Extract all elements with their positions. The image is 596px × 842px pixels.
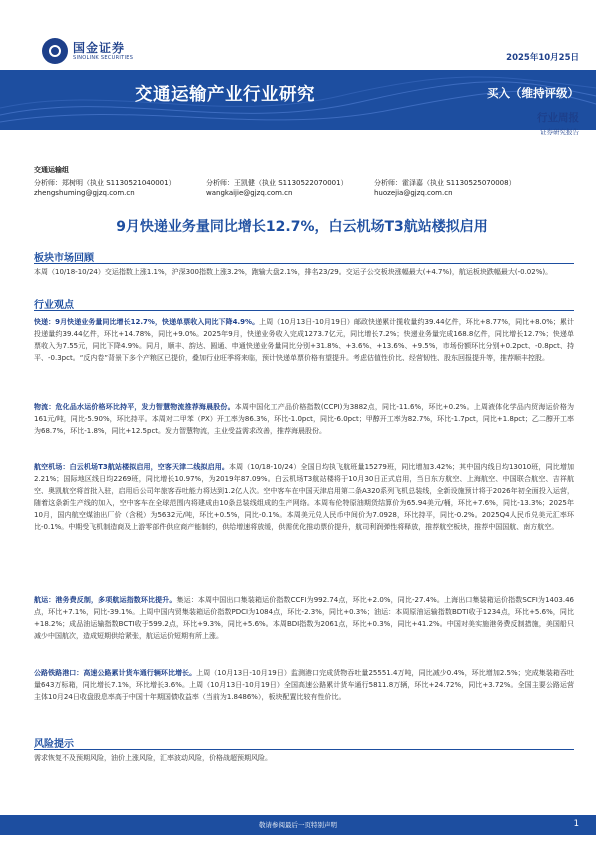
logo-en-text: SINOLINK SECURITIES: [73, 54, 134, 61]
view-aviation-lead: 航空机场：白云机场T3航站楼拟启用，空客天津二线拟启用。: [34, 463, 229, 471]
section-divider: [34, 749, 574, 750]
view-shipping-paragraph: [34, 594, 574, 642]
view-express-lead: 快递：9月快递业务量同比增长12.7%，快递单票收入同比下降4.9%。: [34, 318, 260, 326]
report-date: 2025年10月25日: [506, 53, 579, 63]
research-group: 交通运输组: [34, 166, 69, 174]
section-divider: [34, 263, 574, 264]
view-road-rail-port-text: 上周（10月13日-10月19日）监测港口完成货物吞吐量25551.4万吨，同比减少0.4%，环比增加2.5%；完成集装箱吞吐量643万标箱，同比增长7.1%，环比增长3.6%。上周（10月13日-10月19日）全国高速公路累计货车通行5811.8万辆，环比+24.72%，同比+3.72%。全国主要公路运营主体10月24日收盘股息率高于中国十年期国债收益率（当前为1.8486%），板块配置比较有性价比。: [34, 669, 575, 702]
view-logistics-lead: 物流：危化品水运价格环比持平，发力智慧物流推荐海晨股份。: [34, 403, 235, 411]
risk-text: 需求恢复不及预期风险，油价上涨风险，汇率波动风险，价格战超预期风险。: [34, 754, 272, 762]
analyst-block: [34, 178, 516, 198]
view-express-paragraph: [34, 316, 574, 364]
company-logo: [42, 38, 133, 64]
section-title-market-review: 板块市场回顾: [34, 253, 94, 264]
report-series: 证券研究报告: [540, 128, 579, 136]
view-shipping-text: 集运：本周中国出口集装箱运价指数CCFI为992.74点，环比+2.0%，同比-27.4%。上海出口集装箱运价指数SCFI为1403.46点，环比+7.1%，同比-39.1%。上周中国内贸集装箱运价指数PDCI为1084点，环比-2.3%，同比+0.3%；油运：本周原油运输指数BDTI收于1234点，环比+5.6%，同比+18.2%；成品油运输指数BCTI收于599.2点，环比+9.3%，同比+5.6%。本周BDI指数为2061点，环比+0.3%，同比+41.2%。中国对美实施港务费反制措施，美国船只减少中国航次，造成短期供给紧张，航运运价短期有所上涨。: [34, 596, 575, 641]
view-logistics-paragraph: [34, 401, 574, 437]
logo-cn-text: 国金证券: [73, 40, 126, 55]
view-road-rail-port-paragraph: [34, 667, 574, 703]
market-review-text: 本周（10/18-10/24）交运指数上涨1.1%，沪深300指数上涨3.2%，跑输大盘2.1%，排名23/29。交运子公交板块涨幅最大(+4.7%)，航运板块跌幅最大(-0.02%)。: [34, 268, 553, 276]
analyst-2-email[interactable]: wangkaijie@gjzq.com.cn: [206, 189, 293, 197]
report-headline: 9月快递业务量同比增长12.7%，白云机场T3航站楼拟启用: [116, 219, 488, 235]
view-aviation-text: 本周（10/18-10/24）全国日均执飞航班量15279班，同比增加3.42%；其中国内线日均13010班，同比增加2.21%；国际地区线日均2269班，同比增长10.97%，为2019年87.09%。白云机场T3航站楼将于10月30日正式启用，当日东方航空、上海航空、中国联合航空、吉祥航空、奥凯航空将首批入驻，启用后公司年旅客吞吐能力将达到1.2亿人次。空中客车在中国天津启用第二条A320系列飞机总装线，全新设施预计将于2026年初全面投入运营，随着这条新生产线的加入，空中客车在全球范围内将建成由10条总装线组成的生产网络。本周布伦特原油期货结算价为65.94美元/桶，环比+7.6%，同比-13.3%；2025年10月，国内航空煤油出厂价（含税）为5632元/吨，环比+0.5%，同比-0.1%。本周美元兑人民币中间价为7.0928，环比持平，同比-0.2%。2025Q4人民币兑美元汇率环比-0.1%。中期受飞机制造商及上游零部件供应商产能制约，供给增速将放缓，供需优化推动票价提升，航司利润弹性将释放，推荐航空板块，推荐中国国航、南方航空。: [34, 463, 574, 532]
analyst-3: 分析师：霍泽嘉（执业 S1130525070008）: [374, 179, 516, 187]
view-aviation-paragraph: [34, 461, 574, 534]
page-number: 1: [573, 819, 579, 829]
view-road-rail-port-lead: 公路铁路港口：高速公路累计货车通行辆环比增长。: [34, 669, 197, 677]
section-divider: [34, 310, 574, 311]
view-shipping-lead: 航运：港务费反制，多项航运指数环比提升。: [34, 596, 177, 604]
section-title-industry-view: 行业观点: [34, 300, 74, 311]
analyst-1-email[interactable]: zhengshuming@gjzq.com.cn: [34, 189, 135, 197]
rating-label: 买入（维持评级）: [487, 86, 579, 100]
analyst-2: 分析师：王凯健（执业 S1130522070001）: [206, 179, 348, 187]
footer-disclaimer: 敬请参阅最后一页特别声明: [259, 821, 337, 829]
logo-icon: [42, 38, 68, 64]
report-type: 行业周报: [537, 112, 579, 124]
title-banner: [0, 70, 596, 130]
view-express-text: 上周（10月13日-10月19日）邮政快递累计揽收量约39.44亿件，环比+8.77%，同比+8.0%；累计投递量约39.44亿件，环比+14.78%，同比+9.0%。2025年9月，快递业务收入完成1273.7亿元，同比增长7.2%；快递业务量完成168.8亿件，同比增长12.7%；快递单票收入为7.55元，同比下降4.9%。同月，顺丰、韵达、圆通、申通快递业务量同比分别+31.8%、+3.6%、+13.6%、+9.5%，市场份额环比分别+0.2pct、-0.8pct、持平、-0.3pct。“反内卷”背景下多个产粮区已提价，叠加行业旺季将来临，预计快递单票价格有望提升。考虑估值性价比、经营韧性、股东回报提升等，推荐顺丰控股。: [34, 318, 574, 363]
analyst-1: 分析师：郑树明（执业 S1130521040001）: [34, 179, 176, 187]
view-logistics-text: 本周中国化工产品价格指数(CCPI)为3882点，同比-11.6%，环比+0.2%。上周液体化学品内贸海运价格为161元/吨，同比-5.90%，环比持平。本周对二甲苯（PX）开工率为86.3%，环比-1.0pct，同比-6.0pct；甲醇开工率为82.7%，环比-1.7pct，同比+1.8pct；乙二醇开工率为68.7%，环比-1.8%，同比+12.5pct。发力智慧物流，主业受益需求改善，推荐海晨股份。: [34, 403, 575, 436]
analyst-3-email[interactable]: huozejia@gjzq.com.cn: [374, 189, 453, 197]
section-title-risk: 风险提示: [34, 739, 74, 750]
report-title: 交通运输产业行业研究: [135, 85, 315, 105]
